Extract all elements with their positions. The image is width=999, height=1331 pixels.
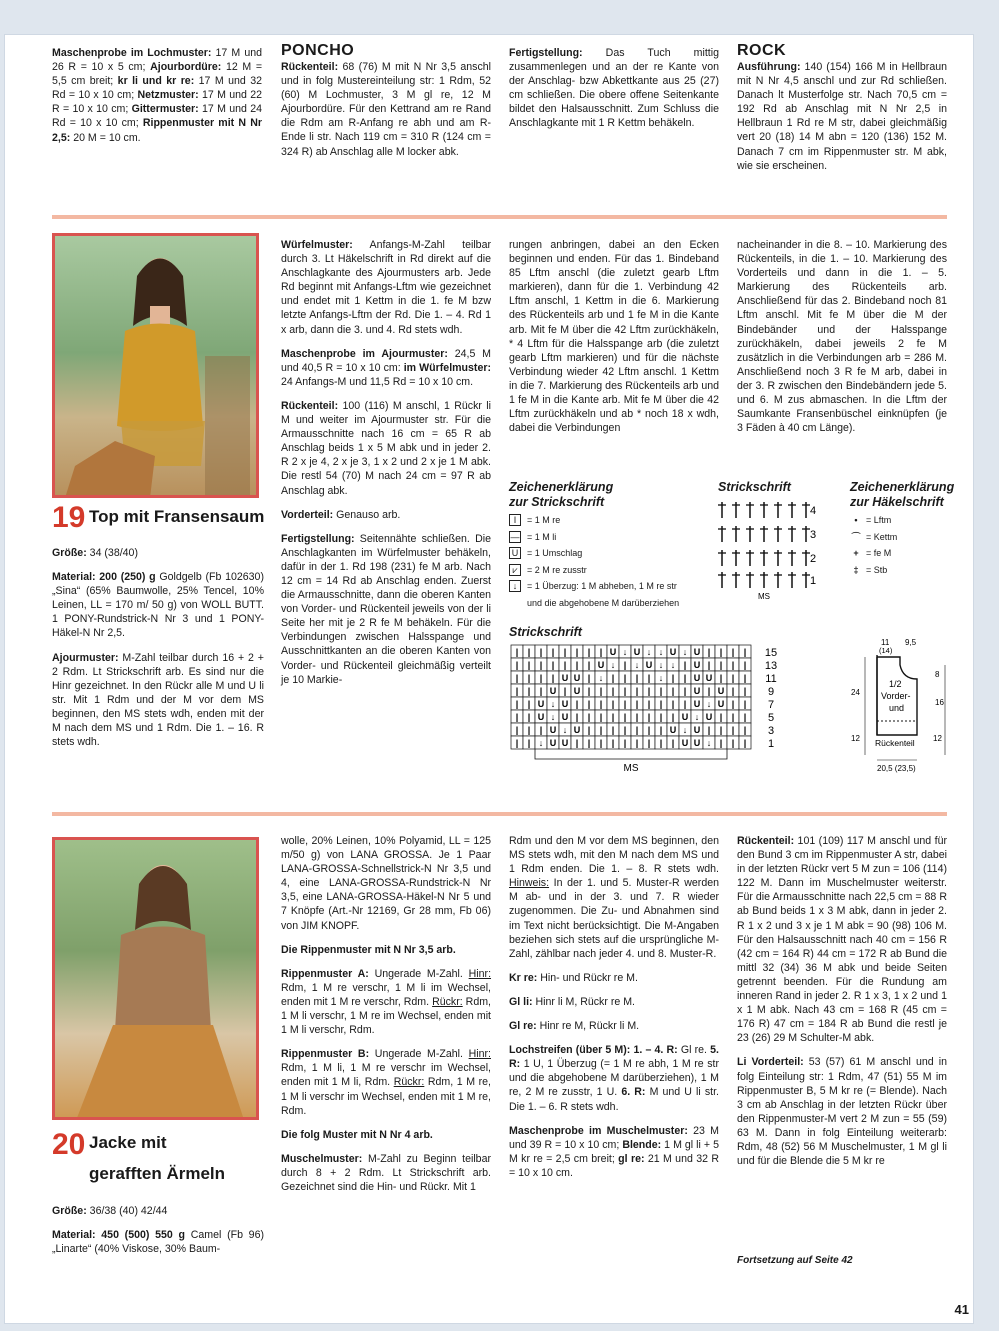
legend2-symbol-icon: • <box>854 515 858 526</box>
chart-cell-symbol: | <box>587 725 591 735</box>
chart-cell-symbol: | <box>743 712 747 722</box>
legend2-symbol-icon: + <box>853 548 859 559</box>
chart-cell-symbol: U <box>573 686 581 696</box>
chart-cell-symbol: | <box>671 673 675 683</box>
schnitt-label3: und <box>889 703 905 713</box>
haekel-stitch <box>718 526 726 542</box>
haekel-stitch <box>802 526 810 542</box>
chart-cell-symbol: U <box>537 699 545 709</box>
item-title-20-line1: Jacke mit <box>89 1133 167 1152</box>
haekel-stitch <box>774 550 782 566</box>
page-number: 41 <box>954 1302 969 1317</box>
haekel-stitch <box>718 572 726 588</box>
schnitt-label2: Vorder- <box>881 691 911 701</box>
chart-cell-symbol: ↓ <box>670 660 676 670</box>
model-photo-illustration-2 <box>55 840 259 1120</box>
schnitt-top2: 9,5 <box>905 638 917 647</box>
chart-cell-symbol: U <box>561 712 569 722</box>
chart-cell-symbol: | <box>683 673 687 683</box>
chart-cell-symbol: | <box>515 673 519 683</box>
legend2-row <box>850 562 950 579</box>
chart-cell-symbol: | <box>599 686 603 696</box>
item20-col-1: Größe: 36/38 (40) 42/44 Material: 450 (500) 550 g Camel (Fb 96) „Linarte“ (40% Viskose, 30% Baum- <box>52 1205 264 1256</box>
chart-cell-symbol: | <box>659 712 663 722</box>
chart-cell-symbol: | <box>515 712 519 722</box>
haekelschrift-diagram: Strickschrift 4 3 2 1 MS <box>718 480 817 600</box>
chart-cell-symbol: ↓ <box>706 738 712 748</box>
chart-cell-symbol: | <box>707 725 711 735</box>
poncho-heading: PONCHO <box>281 42 355 59</box>
haekel-stitch <box>746 572 754 588</box>
chart-cell-symbol: ↓ <box>550 699 556 709</box>
chart-cell-symbol: ↓ <box>562 725 568 735</box>
legend2-text: = fe M <box>866 548 892 559</box>
item20-col-2: wolle, 20% Leinen, 10% Polyamid, LL = 125 m/50 g) von LANA GROSSA. Je 1 Paar LANA-GROSSA-Schnellstrick-N Nr 3,5 und 4, eine LANA-GROSSA-Rundstrick-N Nr 3,5, eine LANA-GROSSA-Häkel-N Nr 5 und 7 Knöpfe (Art.-Nr 12169, Gr 28 mm, Fb 06) von JIM KNOPF. Die Rippenmuster mit N Nr 3,5 arb. Rippenmuster A: Ungerade M-Zahl. Hinr: Rdm, 1 M re verschr, 1 M li im Wechsel, enden mit 1 M re verschr, Rdm. Rückr: Rdm, 1 M li verschr, 1 M re im Wechsel, enden mit 1 M li verschr, Rdm. Rippenmuster B: Ungerade M-Zahl. Hinr: Rdm, 1 M li, 1 M re verschr im Wechsel, enden mit 1 M li, Rdm. Rückr: Rdm, 1 M re, 1 M li verschr im Wechsel, enden mit 1 M re, Rdm. Die folg Muster mit N Nr 4 arb. Muschelmuster: M-Zahl zu Beginn teilbar durch 8 + 2 Rdm. Lt Strickschrift arb. Gezeichnet sind die Hin- und Rückr. Mit 1 <box>281 835 492 1193</box>
chart-row-number: 11 <box>765 673 777 685</box>
chart-row-number: 13 <box>764 660 778 672</box>
chart-cell-symbol: | <box>623 686 627 696</box>
legend1-text: und die abgehobene M darüberziehen <box>527 597 680 608</box>
chart-cell-symbol: | <box>731 686 735 696</box>
chart-cell-symbol: | <box>719 660 723 670</box>
schnitt-left1: 24 <box>851 688 860 697</box>
legend-strickschrift: Zeichenerklärung zur Strickschrift I = 1 M re — = 1 M li U = 1 Umschlag ⩗ = 2 M re zusstr ↓ = 1 Überzug: 1 M abheben, 1 M re str und die abgehobene M darüberziehen <box>509 480 709 611</box>
chart-cell-symbol: | <box>575 647 579 657</box>
chart-cell-symbol: U <box>705 712 713 722</box>
item19-col-3: rungen anbringen, dabei an den Ecken beginnen und enden. Für das 1. Bindeband 85 Lftm anschl (die zuletzt gearb Lftm markieren), dann für die 1. Verbindung 42 Lftm anschl, 1 Kettm in die 6. Markierung des Rückenteils arb und 1 fe M in die Kante arb. Mit fe M über die 42 Lftm zurückhäkeln, * 4 Lftm für die Halsspange arb (die zuletzt gearb Lftm markieren) und für die nächste Verbindung wieder 42 Lftm anschl. 1 Kettm in die 7. Markierung des Rückenteils arb und 1 fe M in die Kante arb. Mit fe M über die 42 Lftm zurückhäkeln und ab * noch 18 x wdh, dabei die Verbindungen <box>509 239 719 435</box>
chart-cell-symbol: ↓ <box>634 660 640 670</box>
chart-cell-symbol: | <box>743 647 747 657</box>
chart-cell-symbol: | <box>635 686 639 696</box>
legend1-text: = 1 M li <box>527 531 557 542</box>
chart-cell-symbol: ↓ <box>658 647 664 657</box>
legend2-row <box>850 512 950 529</box>
chart-cell-symbol: | <box>599 699 603 709</box>
chart-cell-symbol: | <box>587 673 591 683</box>
schnitt-right3: 12 <box>933 734 942 743</box>
chart-cell-symbol: | <box>611 673 615 683</box>
chart-cell-symbol: | <box>611 686 615 696</box>
chart-cell-symbol: | <box>587 660 591 670</box>
chart-cell-symbol: U <box>549 725 557 735</box>
haekel-ms-label: MS <box>758 592 770 600</box>
chart-cell-symbol: ↓ <box>682 647 688 657</box>
chart-cell-symbol: ↓ <box>622 647 628 657</box>
chart-cell-symbol: | <box>671 686 675 696</box>
chart-cell-symbol: | <box>527 712 531 722</box>
legend1-symbol-icon: U <box>509 547 521 559</box>
haekel-stitch <box>802 502 810 518</box>
haekel-stitch <box>718 550 726 566</box>
chart-cell-symbol: | <box>647 738 651 748</box>
chart-cell-symbol: U <box>573 725 581 735</box>
chart-cell-symbol: | <box>575 660 579 670</box>
chart-cell-symbol: | <box>599 725 603 735</box>
chart-cell-symbol: | <box>743 738 747 748</box>
item20-col-3: Rdm und den M vor dem MS beginnen, den MS stets wdh, mit den M nach dem MS und 1 Rdm enden. Die 1. – 8. R stets wdh. Hinweis: In der 1. und 5. Muster-R werden M ab- und in der 3. und 7. R wieder zugenommen. Die Zu- und Abnahmen sind im Text nicht berücksichtigt. Die M-Angaben beziehen sich stets auf die ursprüngliche M-Zahl, zählbar nach jeder 4. und 8. Muster-R. Kr re: Hin- und Rückr re M. Gl li: Hinr li M, Rückr re M. Gl re: Hinr re M, Rückr li M. Lochstreifen (über 5 M): 1. – 4. R: Gl re. 5. R: 1 U, 1 Überzug (= 1 M re abh, 1 M re str und die abgehobene M darüberziehen), 1 M re, 2 M re zusstr, 1 U. 6. R: M und U li str. Die 1. – 6. R stets wdh. Maschenprobe im Muschelmuster: 23 M und 39 R = 10 x 10 cm; Blende: 1 M gl li + 5 M kr re = 2,5 cm breit; gl re: 21 M und 32 R = 10 x 10 cm. <box>509 835 720 1179</box>
chart-cell-symbol: | <box>719 647 723 657</box>
legend1-row <box>509 578 709 595</box>
schnitt-left2: 12 <box>851 734 860 743</box>
haekel-stitch <box>746 526 754 542</box>
divider-middle <box>52 812 947 816</box>
chart-cell-symbol: | <box>515 660 519 670</box>
chart-cell-symbol: | <box>635 738 639 748</box>
chart-cell-symbol: U <box>717 686 725 696</box>
legend1-symbol-icon: — <box>510 531 520 542</box>
chart-cell-symbol: ↓ <box>610 660 616 670</box>
chart-cell-symbol: | <box>683 686 687 696</box>
chart-ms-bracket <box>535 749 727 759</box>
haekel-stitch <box>746 502 754 518</box>
chart-cell-symbol: | <box>515 725 519 735</box>
chart-cell-symbol: U <box>549 738 557 748</box>
chart-cell-symbol: | <box>539 673 543 683</box>
chart-cell-symbol: | <box>623 725 627 735</box>
chart-cell-symbol: U <box>693 673 701 683</box>
chart-cell-symbol: | <box>587 699 591 709</box>
strickschrift-chart: Strickschrift | | | | | | | | U ↓ U ↓ ↓ U ↓ U | | | | 15 | | | | | | | U ↓ | ↓ U ↓ ↓ | U | | | | 13 | | | | U U | ↓ | | | | ↓ | | U U | | | 11 | | | U | U | | | | | | | | | U | U | | 9 | | U ↓ U | | | | | | | | | | U ↓ U | | 7 | | U ↓ U | | | | | | | | | U ↓ U | | | 5 | | | U ↓ U | | | | | | | U ↓ U | | | | 3 | | ↓ U U | | | | | | | | | U U ↓ | | | 1 MS <box>509 625 778 774</box>
chart-cell-symbol: | <box>527 673 531 683</box>
chart-cell-symbol: | <box>707 686 711 696</box>
chart-cell-symbol: | <box>683 660 687 670</box>
schnitt-diagram <box>845 635 955 775</box>
chart-cell-symbol: | <box>647 725 651 735</box>
chart-cell-symbol: | <box>515 647 519 657</box>
schnitt-label4: Rückenteil <box>875 738 915 748</box>
legend1-row <box>509 529 709 546</box>
chart-cell-symbol: | <box>743 725 747 735</box>
item19-col-4: nacheinander in die 8. – 10. Markierung des Rückenteils, in die 1. – 10. Markierung des Vorderteils und dann in die 1. – 5. Markierung des Rückenteils arb. Anschließend für das 2. Bindeband noch 81 Lftm anschl. Mit fe M über die M der Bindebänder und der Halsspange zurückhäkeln, dabei jeweils 2 fe M zusätzlich in die Verbindungen arb = 286 M. Anschließend noch 3 R fe M arb, dabei in der 3. R zwischen den Bindebändern jede 5. und 6. M zus abmaschen. In die Lftm der Saumkante Fransenbüschel einknüpfen (je 3 Fäden à 40 cm Länge). <box>737 239 947 435</box>
haekel-stitch <box>788 502 796 518</box>
schnitt-top1b: (14) <box>879 646 893 655</box>
chart-cell-symbol: | <box>743 699 747 709</box>
chart-cell-symbol: | <box>611 712 615 722</box>
chart-cell-symbol: | <box>515 738 519 748</box>
legend2-row <box>850 545 950 562</box>
chart-cell-symbol: | <box>527 725 531 735</box>
chart-cell-symbol: U <box>693 647 701 657</box>
chart-cell-symbol: | <box>623 712 627 722</box>
chart-cell-symbol: | <box>575 738 579 748</box>
haekel-row-number: 1 <box>810 575 817 587</box>
chart-cell-symbol: | <box>539 660 543 670</box>
haekel-stitch <box>732 502 740 518</box>
haekel-stitch <box>746 550 754 566</box>
chart-cell-symbol: U <box>537 712 545 722</box>
legend2-row <box>850 529 950 546</box>
chart-cell-symbol: | <box>587 647 591 657</box>
chart-cell-symbol: | <box>707 647 711 657</box>
chart-cell-symbol: U <box>549 686 557 696</box>
chart-row-number: 1 <box>767 738 775 750</box>
chart-cell-symbol: U <box>717 699 725 709</box>
top-col-4: ROCK Ausführung: 140 (154) 166 M in Hellbraun mit N Nr 4,5 anschl und zur Rd schließen. Danach lt Musterfolge str. Nach 70,5 cm = 192 Rd ab Anschlag mit N Nr 2,5 in Hellbraun 1 Rd re M str, dabei gleichmäßig vert 20 (18) 14 M abn = 120 (136) 152 M. Danach 7 cm im Rippenmuster str. M abk, wie sie erscheinen. <box>737 42 947 172</box>
chart-cell-symbol: | <box>719 725 723 735</box>
haekel-stitch <box>788 550 796 566</box>
chart-cell-symbol: | <box>647 699 651 709</box>
haekel-stitch <box>788 526 796 542</box>
chart-cell-symbol: | <box>623 660 627 670</box>
chart-cell-symbol: ↓ <box>658 660 664 670</box>
chart-cell-symbol: | <box>599 647 603 657</box>
chart-cell-symbol: | <box>671 699 675 709</box>
chart-cell-symbol: U <box>705 673 713 683</box>
top-col-3: Fertigstellung: Das Tuch mittig zusammenlegen und an der re Kante von der Anschlag- bzw Abkettkante aus 25 (27) cm schließen. Die obere offene Seitenkante bildet den Halsausschnitt. Zum Schluss die Anschlagkante mit 1 R Kettm behäkeln. <box>509 47 719 130</box>
chart-cell-symbol: | <box>647 712 651 722</box>
chart-cell-symbol: ↓ <box>646 647 652 657</box>
chart-cell-symbol: | <box>731 673 735 683</box>
legend1-symbol-icon: ↓ <box>509 580 521 592</box>
chart-cell-symbol: | <box>599 738 603 748</box>
chart-cell-symbol: | <box>707 660 711 670</box>
chart-cell-symbol: U <box>681 712 689 722</box>
chart-cell-symbol: ↓ <box>658 673 664 683</box>
rock-heading: ROCK <box>737 42 787 59</box>
chart-cell-symbol: ↓ <box>682 725 688 735</box>
chart-cell-symbol: | <box>671 712 675 722</box>
chart-cell-symbol: U <box>561 673 569 683</box>
chart-row-number: 3 <box>767 725 775 737</box>
legend-haekelschrift: Zeichenerklärung zur Häkelschrift • = Lftm ⌒ = Kettm + = fe M ‡ = Stb <box>850 480 950 578</box>
haekel-row-number: 4 <box>810 505 817 517</box>
top-col-1: Maschenprobe im Lochmuster: 17 M und 26 R = 10 x 5 cm; Ajourbordüre: 12 M = 5,5 cm breit; kr li und kr re: 17 M und 32 Rd = 10 x 10 cm; Netzmuster: 17 M und 22 R = 10 x 10 cm; Gittermuster: 17 M und 24 Rd = 10 x 10 cm; Rippenmuster mit N Nr 2,5: 20 M = 10 cm. <box>52 47 263 144</box>
schnitt-bottom: 20,5 (23,5) <box>877 764 916 773</box>
chart-cell-symbol: | <box>731 647 735 657</box>
haekel-stitch <box>732 550 740 566</box>
chart-cell-symbol: | <box>659 699 663 709</box>
chart-cell-symbol: U <box>669 725 677 735</box>
item19-col-2: Würfelmuster: Anfangs-M-Zahl teilbar durch 3. Lt Häkelschrift in Rd direkt auf die Anschlagkante des Ajourmusters arb. Jede Rd beginnt mit Anfangs-Lftm wie gezeichnet und endet mit 1 Kettm in die 1. fe M bzw letzte Anfangs-Lftm der Rd. Die 1. – 4. Rd 1 x arb, dann die 3. und 4. Rd stets wdh. Maschenprobe im Ajourmuster: 24,5 M und 40,5 R = 10 x 10 cm: im Würfelmuster: 24 Anfangs-M und 11,5 Rd = 10 x 10 cm. Rückenteil: 100 (116) M anschl, 1 Rückr li M und weiter im Ajourmuster str. Für die Armausschnitte nach 16 cm = 65 R ab Anschlag beids 1 x 5 M abk und in jeder 2. R 2 x je 4, 2 x je 3, 1 x 2 und 2 x je 1 M abk. Die restl 54 (70) M nach 24 cm = 97 R ab Anschlag abk. Vorderteil: Genauso arb. Fertigstellung: Seitennähte schließen. Die Anschlagkanten im Würfelmuster behäkeln, dafür in der 1. Rd 198 (231) fe M arb. Nach 12 cm = 14 Rd ab Anschlag enden. Zuerst die Armausschnitte, dann die oberen Kanten von Vorder- und Rückenteil jeweils von der li Seite her mit je 2 R fe M behäkeln. Für die Verbindungen zwischen Halsspange und Ausschnittkanten an die oberen Kanten von Vorder- und Rückenteil gleichmäßig verteilt je 10 Markie- <box>281 239 491 686</box>
legend1-text: = 1 Umschlag <box>527 548 583 559</box>
chart-cell-symbol: | <box>587 738 591 748</box>
chart-cell-symbol: U <box>681 738 689 748</box>
chart-cell-symbol: | <box>719 673 723 683</box>
legend1-symbol-icon: I <box>509 514 521 526</box>
legend1-row <box>509 512 709 529</box>
chart-cell-symbol: | <box>587 712 591 722</box>
haekel-stitch <box>760 550 768 566</box>
chart-cell-symbol: | <box>575 712 579 722</box>
chart-cell-symbol: | <box>539 647 543 657</box>
chart-cell-symbol: | <box>635 699 639 709</box>
chart-cell-symbol: | <box>551 673 555 683</box>
chart-cell-symbol: ↓ <box>694 712 700 722</box>
legend1-row <box>509 545 709 562</box>
chart-cell-symbol: | <box>731 738 735 748</box>
chart-cell-symbol: U <box>693 699 701 709</box>
legend2-symbol-icon: ‡ <box>853 564 859 575</box>
item20-col-4: Rückenteil: 101 (109) 117 M anschl und für den Bund 3 cm im Rippenmuster A str, dabei in der letzten Rückr vert 5 M zun = 106 (114) 122 M. Dann im Muschelmuster weiterstr. Für die Armausschnitte nach 22,5 cm = 88 R ab Bund beids 1 x 3 M abk, dann in jeder 2. R 1 x 2 und 3 x je 1 M abk = 90 (98) 106 M. Für den Halsausschnitt nach 40 cm = 156 R (42 cm = 164 R) 44 cm = 172 R ab Bund die mittl 32 (34) 36 M abk und beide Seiten getrennt beenden. Für die Rundung am inneren Rand in jeder 2. R 1 x 3, 1 x 2 und 1 x 1 M abk. Nach 43 cm = 168 R (45 cm = 176 R) 47 cm = 184 R ab Bund die restl je 23 (26) 29 M Schulter-M abk. Li Vorderteil: 53 (57) 61 M anschl und in folg Einteilung str: 1 Rdm, 47 (51) 55 M im Rippenmuster B, 5 M kr re (= Blende). Nach 3 cm ab Anschlag in der letzten Rückr über den Rippenmuster-M vert 2 M zun = 55 (59) 63 M. Dann in folg Einteilung weiterarb: Rdm, 48 (52) 56 M Muschelmuster, 1 M gl li und für die Blende die 5 M kr re <box>737 835 947 1168</box>
chart-cell-symbol: ↓ <box>538 738 544 748</box>
chart-cell-symbol: ↓ <box>550 712 556 722</box>
chart-cell-symbol: | <box>527 686 531 696</box>
chart-cell-symbol: | <box>563 660 567 670</box>
chart-cell-symbol: | <box>527 738 531 748</box>
chart-ms-label: MS <box>623 763 639 774</box>
haekel-stitch <box>732 572 740 588</box>
chart-cell-symbol: U <box>693 660 701 670</box>
chart-cell-symbol: | <box>659 738 663 748</box>
legend1-row <box>509 595 709 612</box>
chart-cell-symbol: U <box>561 699 569 709</box>
chart-cell-symbol: ↓ <box>598 673 604 683</box>
schnitt-right1: 8 <box>935 670 940 679</box>
chart-cell-symbol: | <box>743 660 747 670</box>
haekel-stitch <box>760 572 768 588</box>
model-photo-illustration <box>55 236 259 498</box>
haekel-stitch <box>774 502 782 518</box>
haekel-stitch <box>788 572 796 588</box>
chart-cell-symbol: U <box>597 660 605 670</box>
legend1-text: = 2 M re zusstr <box>527 564 587 575</box>
chart-cell-symbol: | <box>683 699 687 709</box>
chart-cell-symbol: | <box>635 725 639 735</box>
chart-cell-symbol: | <box>671 738 675 748</box>
chart-cell-symbol: | <box>563 686 567 696</box>
schnitt-label1: 1/2 <box>889 679 902 689</box>
chart-cell-symbol: | <box>719 712 723 722</box>
chart-row-number: 5 <box>767 712 775 724</box>
photo-jacket <box>52 837 259 1120</box>
item19-col-1: Größe: 34 (38/40) Material: 200 (250) g Goldgelb (Fb 102630) „Sina“ (65% Baumwolle, 25% Tencel, 10% Leinen, LL = 170 m/ 50 g) von WOLL BUTT. 1 PONY-Rundstrick-N Nr 3 und 1 PONY-Häkel-N Nr 2,5. Ajourmuster: M-Zahl teilbar durch 16 + 2 + 2 Rdm. Lt Strickschrift arb. Es sind nur die Hinr gezeichnet. In den Rückr alle M und U li str. Mit 1 Rdm und der M vor dem MS beginnen, den MS stets wdh, enden mit der M nach dem MS und 1 Rdm. Die 1. – 16. R stets wdh. <box>52 547 264 749</box>
chart-cell-symbol: | <box>647 686 651 696</box>
haekel-stitch <box>732 526 740 542</box>
chart-cell-symbol: | <box>731 660 735 670</box>
chart-cell-symbol: | <box>743 686 747 696</box>
chart-cell-symbol: | <box>551 647 555 657</box>
chart-cell-symbol: | <box>635 673 639 683</box>
chart-cell-symbol: | <box>539 686 543 696</box>
chart-cell-symbol: | <box>719 738 723 748</box>
chart-cell-symbol: ↓ <box>706 699 712 709</box>
chart-cell-symbol: | <box>647 673 651 683</box>
chart-row-number: 7 <box>767 699 775 711</box>
haekel-stitch <box>802 572 810 588</box>
chart-cell-symbol: U <box>693 725 701 735</box>
chart-cell-symbol: | <box>659 725 663 735</box>
chart-cell-symbol: | <box>611 699 615 709</box>
legend1-text: = 1 Überzug: 1 M abheben, 1 M re str <box>527 581 677 592</box>
chart-cell-symbol: | <box>635 712 639 722</box>
chart-cell-symbol: U <box>669 647 677 657</box>
item-number-20: 20 <box>52 1128 86 1161</box>
chart-cell-symbol: | <box>587 686 591 696</box>
schnitt-top1: 11 <box>881 638 890 647</box>
chart-cell-symbol: | <box>611 738 615 748</box>
chart-cell-symbol: | <box>527 647 531 657</box>
legend2-text: = Lftm <box>866 515 892 526</box>
legend2-symbol-icon: ⌒ <box>851 532 861 543</box>
chart-cell-symbol: U <box>693 686 701 696</box>
chart-cell-symbol: | <box>623 673 627 683</box>
chart-row-number: 15 <box>764 647 778 659</box>
haekel-stitch <box>774 526 782 542</box>
chart-row-number: 9 <box>767 686 775 698</box>
continuation-note: Fortsetzung auf Seite 42 <box>737 1255 853 1266</box>
chart-cell-symbol: | <box>743 673 747 683</box>
chart-cell-symbol: | <box>623 699 627 709</box>
chart-cell-symbol: U <box>573 673 581 683</box>
item-title-20-line2: gerafften Ärmeln <box>89 1164 226 1183</box>
top-col-2: PONCHO Rückenteil: 68 (76) M mit N Nr 3,5 anschl und in folg Mustereinteilung str: 1 Rdm, 52 (60) M Lochmuster, 3 M gl re, 12 M Ajourbordüre. Für den Kettrand am re Rand die Rdm am R-Anfang re abh und am R-Ende li str. Nach 119 cm = 310 R (124 cm = 324 R) ab Anschlag alle M locker abk. <box>281 42 491 158</box>
photo-top-fringe <box>52 233 259 498</box>
chart-cell-symbol: | <box>611 725 615 735</box>
chart-cell-symbol: U <box>609 647 617 657</box>
chart-cell-symbol: | <box>527 699 531 709</box>
haekel-row-number: 2 <box>810 553 817 565</box>
chart-cell-symbol: | <box>731 712 735 722</box>
chart-cell-symbol: | <box>599 712 603 722</box>
chart-cell-symbol: | <box>515 686 519 696</box>
schnitt-right2: 16 <box>935 698 944 707</box>
divider-top <box>52 215 947 219</box>
chart-cell-symbol: U <box>645 660 653 670</box>
chart-cell-symbol: | <box>539 725 543 735</box>
chart-cell-symbol: | <box>731 725 735 735</box>
chart-cell-symbol: | <box>563 647 567 657</box>
haekel-stitch <box>774 572 782 588</box>
chart-cell-symbol: U <box>633 647 641 657</box>
haekel-stitch <box>760 526 768 542</box>
item-number-19: 19 <box>52 501 86 534</box>
haekel-stitch <box>760 502 768 518</box>
legend1-symbol-icon: ⩗ <box>509 564 521 576</box>
chart-cell-symbol: | <box>575 699 579 709</box>
haekel-stitch <box>718 502 726 518</box>
chart-cell-symbol: | <box>527 660 531 670</box>
haekel-row-number: 3 <box>810 529 817 541</box>
chart-cell-symbol: | <box>515 699 519 709</box>
chart-cell-symbol: U <box>561 738 569 748</box>
chart-cell-symbol: | <box>551 660 555 670</box>
chart-cell-symbol: U <box>693 738 701 748</box>
chart-cell-symbol: | <box>659 686 663 696</box>
chart-cell-symbol: | <box>731 699 735 709</box>
item-title-19: Top mit Fransensaum <box>89 507 265 526</box>
legend2-text: = Kettm <box>866 531 898 542</box>
legend2-text: = Stb <box>866 564 888 575</box>
haekel-stitch <box>802 550 810 566</box>
legend1-row <box>509 562 709 579</box>
legend1-text: = 1 M re <box>527 515 561 526</box>
chart-cell-symbol: | <box>623 738 627 748</box>
